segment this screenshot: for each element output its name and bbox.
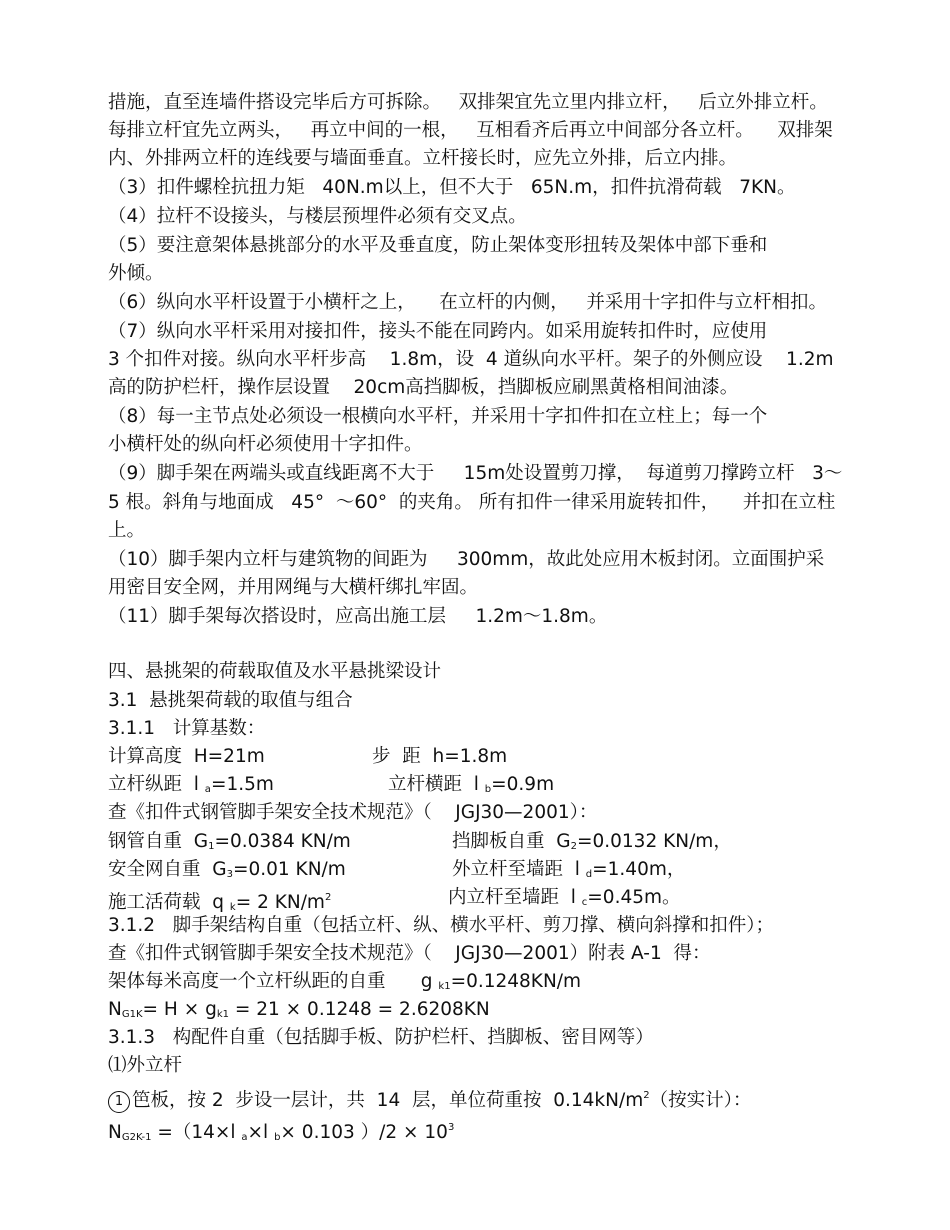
param-g1: 钢管自重 $G_1=0.0384$ KN/m [108,831,351,852]
text-line: （7）纵向水平杆采用对接扣件，接头不能在同跨内。如采用旋转扣件时，应使用 [108,321,768,342]
text-line: 5 根。斜角与地面成 45° ～60° 的夹角。 所有扣件一律采用旋转扣件， 并扣在立柱 [108,492,836,513]
text-line: （3）扣件螺栓抗扭力矩 40N.m以上，但不大于 65N.m，扣件抗滑荷载 7KN。 [108,177,796,198]
section-heading: 3.1.2 脚手架结构自重（包括立杆、纵、横水平杆、剪刀撑、横向斜撑和扣件）； [108,915,774,936]
param-step: 步 距 h=1.8m [372,746,508,767]
code-reference: 查《扣件式钢管脚手架安全技术规范》（ JGJ30—2001）附表 A-1 得： [108,943,711,964]
text-line: （9）脚手架在两端头或直线距离不大于 15m处设置剪刀撑， 每道剪刀撑跨立杆 3～ [108,463,843,484]
section-heading: 四、悬挑架的荷载取值及水平悬挑梁设计 [108,661,442,682]
text-line: （5）要注意架体悬挑部分的水平及垂直度，防止架体变形扭转及架体中部下垂和 [108,235,768,256]
text-line: 每排立杆宜先立两头， 再立中间的一根， 互相看齐后再立中间部分各立杆。 双排架 [108,120,833,141]
subsection-label: ⑴外立杆 [108,1055,183,1076]
text-line: （6）纵向水平杆设置于小横杆之上， 在立杆的内侧， 并采用十字扣件与立杆相扣。 [108,292,827,313]
param-height: 计算高度 H=21m [108,746,265,767]
text-line: （10）脚手架内立杆与建筑物的间距为 300mm，故此处应用木板封闭。立面围护采 [108,549,825,570]
param-qk: 施工活荷载 q $_k$= 2 $KN/m^2$ [108,892,332,913]
param-g2: 挡脚板自重 $G_2=0.0132$ KN/m， [452,831,732,852]
text-line: 内、外排两立杆的连线要与墙面垂直。立杆接长时，应先立外排，后立内排。 [108,148,738,169]
text-line: 用密目安全网，并用网绳与大横杆绑扎牢固。 [108,577,479,598]
text-line: （8）每一主节点处必须设一根横向水平杆，并采用十字扣件扣在立柱上；每一个 [108,406,768,427]
text-line: （4）拉杆不设接头，与楼层预埋件必须有交叉点。 [108,206,527,227]
param-ld: 外立杆至墙距 l $_d$=1.40m， [452,859,686,880]
text-line: 外倾。 [108,263,164,284]
section-heading: 3.1.1 计算基数： [108,718,266,739]
param-lb: 立杆横距 l $_b$=0.9m [388,774,555,795]
text-line: 措施，直至连墙件搭设完毕后方可拆除。 双排架宜先立里内排立杆， 后立外排立杆。 [108,92,828,113]
formula-ng1k: $N_{G1K}= H \times g_{k1} = 21 \times 0.1248 = 2.6208KN$ [108,999,490,1020]
param-la: 立杆纵距 l $_a$=1.5m [108,774,274,795]
text-line: 高的防护栏杆，操作层设置 20cm高挡脚板，挡脚板应刷黑黄格相间油漆。 [108,377,739,398]
param-lc: 内立杆至墙距 l $_c$=0.45m。 [448,887,681,908]
param-g3: 安全网自重 $G_3=0.01$ KN/m [108,859,346,880]
circled-number: 1 [108,1091,130,1113]
section-heading: 3.1.3 构配件自重（包括脚手板、防护栏杆、挡脚板、密目网等） [108,1027,654,1048]
text-line: 小横杆处的纵向杆必须使用十字扣件。 [108,434,423,455]
section-heading: 3.1 悬挑架荷载的取值与组合 [108,690,353,711]
list-item: 1 笆板，按 2 步设一层计，共 14 层，单位荷重按 $0.14kN/m^2$（按实计）： [108,1083,751,1109]
text-line: 上。 [108,520,146,541]
formula-gk: 架体每米高度一个立杆纵距的自重 g $_{k1}$=0.1248KN/m [108,971,582,992]
code-reference: 查《扣件式钢管脚手架安全技术规范》（ JGJ30—2001）： [108,802,598,823]
text-line: （11）脚手架每次搭设时，应高出施工层 1.2m～1.8m。 [108,606,608,627]
text-line: 3 个扣件对接。纵向水平杆步高 1.8m，设 4 道纵向水平杆。架子的外侧应设 1.2m [108,349,834,370]
formula-ng2k: $N_{G2K-1} =(14\times l$ $_a$×l $_b$× 0.103 ）$/2 \times 10^3$ [108,1122,455,1143]
